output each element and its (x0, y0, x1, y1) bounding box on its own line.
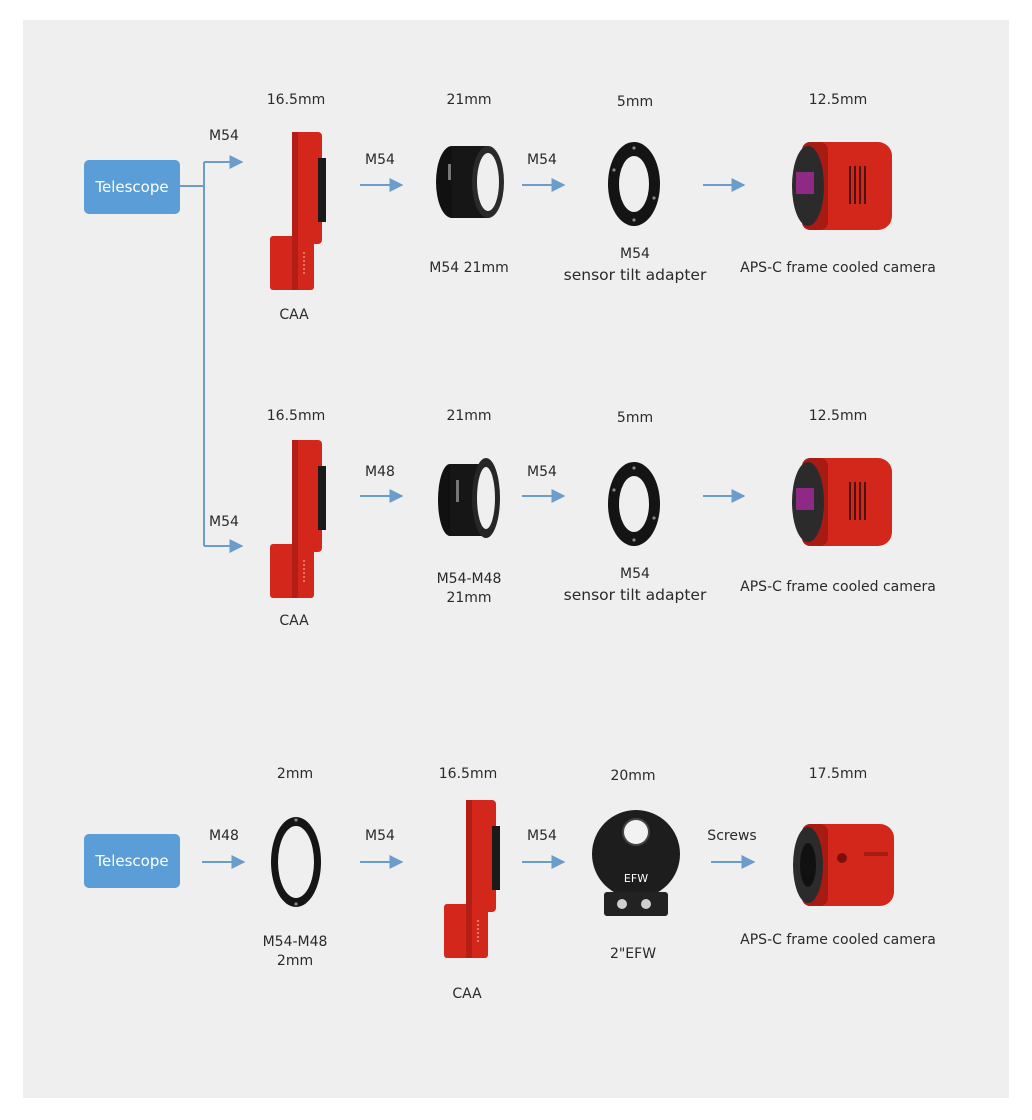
link-label: M48 (365, 464, 395, 480)
ring-name-line1: M54-M48 (262, 934, 328, 950)
caa-name: CAA (452, 986, 482, 1002)
caa-length: 16.5mm (438, 766, 498, 782)
cooled-camera-image (780, 818, 900, 912)
spacer-name: M54 21mm (429, 260, 509, 276)
branch-line (180, 162, 204, 546)
tilt-length: 5mm (616, 410, 654, 426)
caa-name: CAA (279, 613, 309, 629)
tilt-name-line2: sensor tilt adapter (563, 266, 707, 284)
spacer-ring-image (434, 456, 504, 540)
link-label: Screws (707, 828, 757, 844)
branch-label-bottom: M54 (209, 514, 239, 530)
tilt-name-line1: M54 (620, 566, 650, 582)
spacer-length: 21mm (446, 408, 492, 424)
ring-length: 2mm (276, 766, 314, 782)
tilt-name-line2: sensor tilt adapter (563, 586, 707, 604)
camera-name: APS-C frame cooled camera (740, 579, 936, 595)
caa-adapter-image (264, 436, 328, 600)
caa-length: 16.5mm (266, 92, 326, 108)
camera-length: 12.5mm (808, 92, 868, 108)
camera-length: 12.5mm (808, 408, 868, 424)
cooled-camera-image (780, 136, 900, 236)
link-label: M54 (527, 828, 557, 844)
link-label: M54 (527, 464, 557, 480)
spacer-ring-image (432, 142, 506, 222)
camera-length: 17.5mm (808, 766, 868, 782)
link-label: M48 (209, 828, 239, 844)
caa-name: CAA (279, 307, 309, 323)
ring-name-line2: 2mm (276, 953, 314, 969)
cooled-camera-image (780, 452, 900, 552)
efw-length: 20mm (610, 768, 656, 784)
spacer-name-line1: M54-M48 (436, 571, 502, 587)
telescope-box-1: Telescope (84, 160, 180, 214)
branch-label-top: M54 (209, 128, 239, 144)
telescope-box-2: Telescope (84, 834, 180, 888)
efw-name: 2"EFW (609, 946, 657, 962)
spacer-name-line2: 21mm (446, 590, 492, 606)
efw-face-text: EFW (623, 872, 649, 885)
camera-name: APS-C frame cooled camera (740, 260, 936, 276)
adapter-ring-image (268, 814, 324, 910)
tilt-length: 5mm (616, 94, 654, 110)
caa-adapter-image (264, 128, 328, 292)
link-label: M54 (365, 152, 395, 168)
camera-name: APS-C frame cooled camera (740, 932, 936, 948)
caa-length: 16.5mm (266, 408, 326, 424)
tilt-name-line1: M54 (620, 246, 650, 262)
caa-adapter-image (438, 796, 502, 960)
filter-wheel-image (588, 808, 684, 920)
link-label: M54 (527, 152, 557, 168)
link-label: M54 (365, 828, 395, 844)
tilt-adapter-image (606, 460, 662, 548)
spacer-length: 21mm (446, 92, 492, 108)
tilt-adapter-image (606, 140, 662, 228)
